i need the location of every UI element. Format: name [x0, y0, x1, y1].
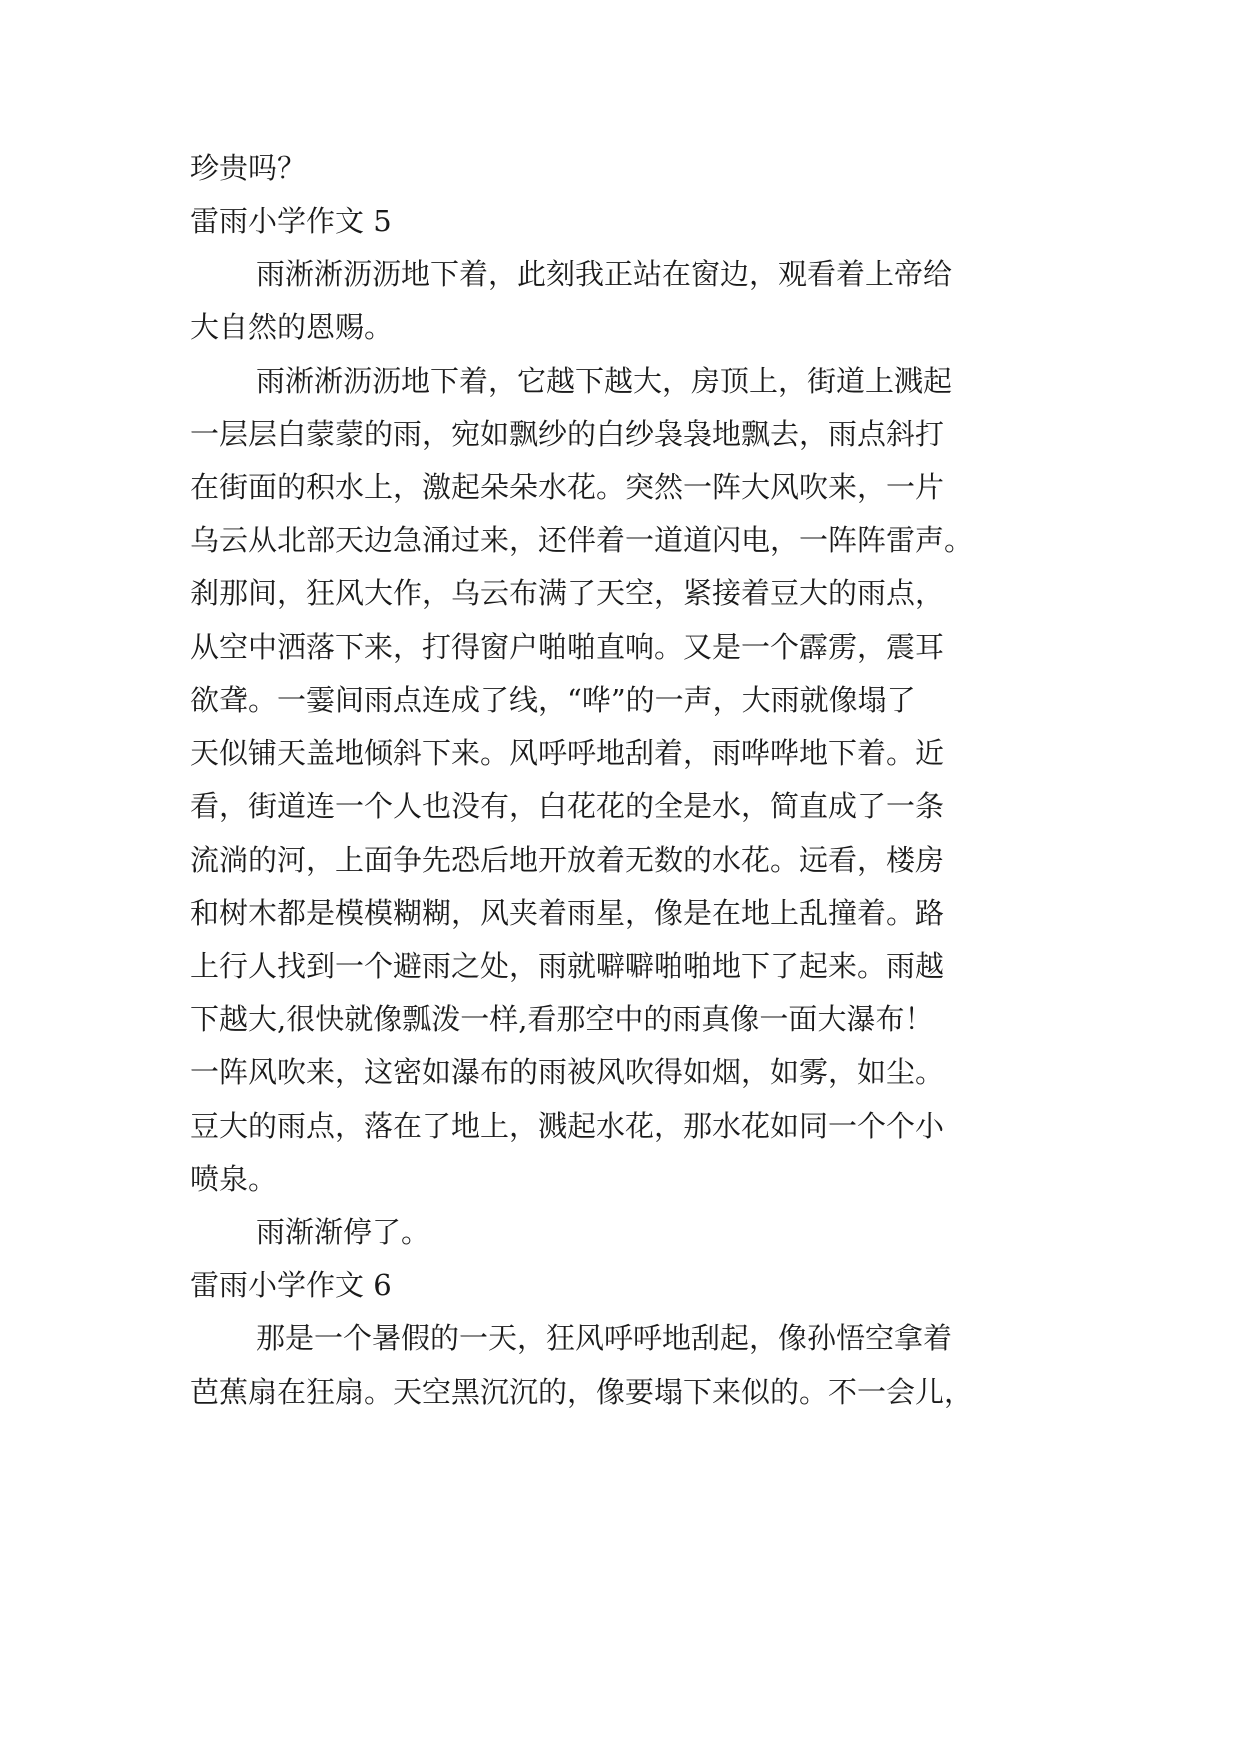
paragraph-line: 流淌的河，上面争先恐后地开放着无数的水花。远看，楼房: [190, 843, 945, 877]
text-line: 珍贵吗？: [190, 151, 307, 185]
paragraph-line: 刹那间，狂风大作，乌云布满了天空，紧接着豆大的雨点，: [190, 576, 945, 610]
paragraph-line: 芭蕉扇在狂扇。天空黑沉沉的，像要塌下来似的。不一会儿，: [190, 1375, 974, 1409]
paragraph-line: 看，街道连一个人也没有，白花花的全是水，简直成了一条: [190, 789, 945, 823]
paragraph-line: 下越大,很快就像瓢泼一样,看那空中的雨真像一面大瀑布！: [190, 1002, 934, 1036]
paragraph-line: 一层层白蒙蒙的雨，宛如飘纱的白纱袅袅地飘去，雨点斜打: [190, 417, 945, 451]
paragraph-line: 豆大的雨点，落在了地上，溅起水花，那水花如同一个个小: [190, 1109, 945, 1143]
paragraph-line: 上行人找到一个避雨之处，雨就噼噼啪啪地下了起来。雨越: [190, 949, 945, 983]
paragraph-line: 从空中洒落下来，打得窗户啪啪直响。又是一个霹雳，震耳: [190, 630, 945, 664]
paragraph-line: 乌云从北部天边急涌过来，还伴着一道道闪电，一阵阵雷声。: [190, 523, 974, 557]
paragraph-line: 雨淅淅沥沥地下着，此刻我正站在窗边，观看着上帝给: [256, 257, 953, 291]
paragraph-line: 喷泉。: [190, 1162, 278, 1196]
paragraph-line: 天似铺天盖地倾斜下来。风呼呼地刮着，雨哗哗地下着。近: [190, 736, 945, 770]
paragraph-line: 那是一个暑假的一天，狂风呼呼地刮起，像孙悟空拿着: [256, 1321, 953, 1355]
paragraph-line: 欲聋。一霎间雨点连成了线，“哗”的一声，大雨就像塌了: [190, 683, 916, 717]
paragraph-line: 在街面的积水上，激起朵朵水花。突然一阵大风吹来，一片: [190, 470, 945, 504]
paragraph-line: 雨淅淅沥沥地下着，它越下越大，房顶上，街道上溅起: [256, 364, 953, 398]
paragraph-line: 和树木都是模模糊糊，风夹着雨星，像是在地上乱撞着。路: [190, 896, 945, 930]
paragraph-line: 一阵风吹来，这密如瀑布的雨被风吹得如烟，如雾，如尘。: [190, 1055, 945, 1089]
paragraph-line: 大自然的恩赐。: [190, 310, 394, 344]
section-heading: 雷雨小学作文 6: [190, 1268, 392, 1302]
paragraph-line: 雨渐渐停了。: [256, 1215, 431, 1249]
section-heading: 雷雨小学作文 5: [190, 204, 392, 238]
